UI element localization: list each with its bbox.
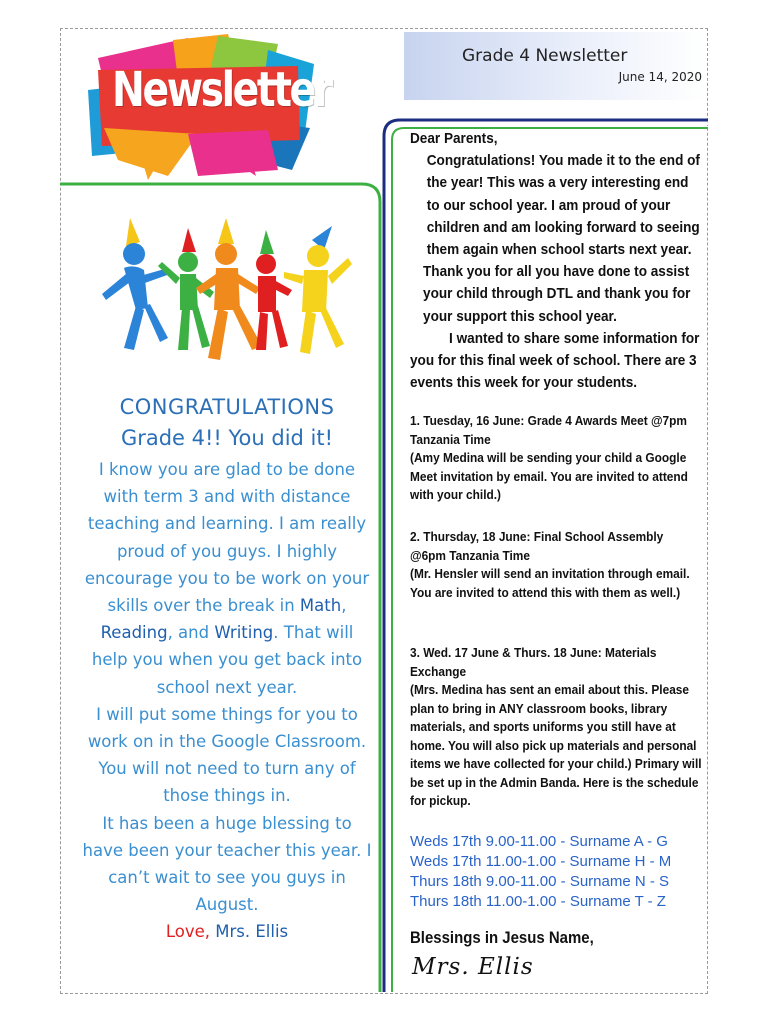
- congratulations-heading: CONGRATULATIONS: [119, 395, 335, 419]
- greeting: Dear Parents,: [410, 131, 498, 147]
- event-1-description: (Amy Medina will be sending your child a Google Meet invitation by email. You are invited to attend with your child.): [410, 450, 688, 502]
- parent-letter: [410, 128, 702, 980]
- newsletter-date: June 14, 2020: [618, 70, 702, 84]
- separator: ,: [341, 596, 347, 616]
- subject-writing: Writing: [214, 623, 274, 643]
- dancing-figures-illustration: [96, 218, 356, 378]
- love-word: Love: [165, 922, 205, 942]
- paragraph-3: I wanted to share some information for you for this final week of school. There are 3 events this week for your students.: [410, 330, 700, 392]
- message-text-1: I know you are glad to be done with term 3 and with distance teaching and learning. I am really proud of you guys. I highly encourage you to be work on your skills over the break in: [84, 460, 370, 616]
- message-text-3: I will put some things for you to work on in the Google Classroom. You will not need to turn any of those things in.: [87, 704, 367, 806]
- blessing-line: Blessings in Jesus Name,: [410, 928, 594, 947]
- logo-text: Newsletter: [112, 62, 331, 118]
- message-text-2: . That will help you when you get back into school next year.: [91, 623, 363, 697]
- event-1: [410, 412, 702, 505]
- subject-math: Math: [299, 596, 342, 616]
- schedule-item: Weds 17th 9.00-11.00 - Surname A - G: [410, 833, 668, 850]
- schedule-item: Thurs 18th 9.00-11.00 - Surname N - S: [410, 873, 670, 890]
- separator-and: , and: [167, 623, 210, 643]
- letter-body: [410, 128, 702, 394]
- student-message-body: [82, 456, 372, 918]
- teacher-name: Mrs. Ellis: [215, 922, 289, 942]
- paragraph-2: Thank you for all you have done to assist your child through DTL and thank you for your support this school year.: [423, 264, 691, 325]
- message-text-4: It has been a huge blessing to have been your teacher this year. I can’t wait to see you guys in August.: [82, 813, 372, 915]
- schedule-item: Thurs 18th 11.00-1.00 - Surname T - Z: [410, 893, 666, 910]
- pickup-schedule: [410, 832, 710, 912]
- schedule-item: Weds 17th 11.00-1.00 - Surname H - M: [410, 853, 672, 870]
- event-1-title: 1. Tuesday, 16 June: Grade 4 Awards Meet @7pm Tanzania Time: [410, 413, 687, 447]
- subject-reading: Reading: [100, 623, 168, 643]
- event-2: [410, 528, 702, 602]
- event-3-title: 3. Wed. 17 June & Thurs. 18 June: Materials Exchange: [410, 645, 657, 679]
- student-message: [82, 392, 372, 945]
- event-2-description: (Mr. Hensler will send an invitation through email. You are invited to attend this with them as well.): [410, 566, 690, 600]
- event-3-description: (Mrs. Medina has sent an email about this. Please plan to bring in ANY classroom books, library materials, and sports uniforms you still have at home. You will also pick up materials and personal items we have collected for your child.) Primary will be set up in the Admin Banda. Here is the schedule for pickup.: [410, 682, 702, 808]
- closing-line: [82, 918, 372, 945]
- paragraph-1: Congratulations! You made it to the end of the year! This was a very interesting end to our school year. I am proud of your children and am looking forward to seeing them again when school starts next year.: [426, 153, 700, 259]
- event-2-title: 2. Thursday, 18 June: Final School Assembly @6pm Tanzania Time: [410, 529, 664, 563]
- event-3: [410, 644, 702, 811]
- closing-separator: ,: [204, 922, 216, 942]
- newsletter-title: Grade 4 Newsletter: [462, 46, 628, 66]
- grade-heading: Grade 4!! You did it!: [120, 426, 334, 450]
- signature: Mrs. Ellis: [412, 954, 534, 980]
